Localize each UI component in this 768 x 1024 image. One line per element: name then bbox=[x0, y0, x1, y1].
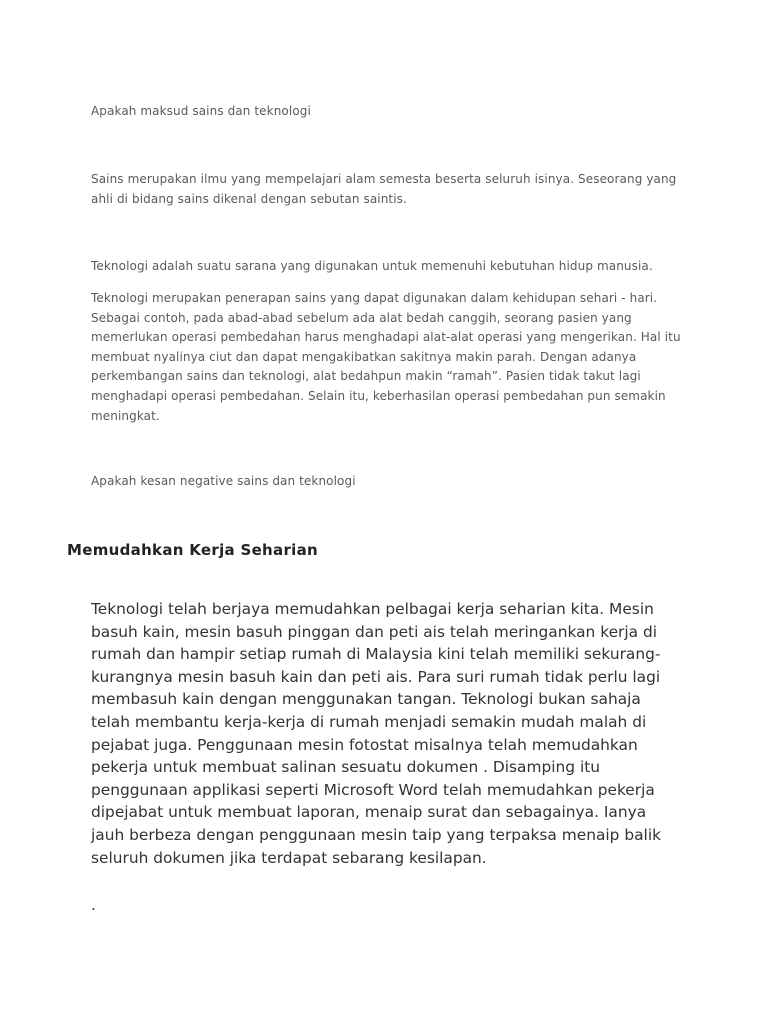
text-line: seluruh dokumen jika terdapat sebarang kesilapan. bbox=[91, 848, 487, 867]
text-line: membasuh kain dengan menggunakan tangan. Teknologi bukan sahaja bbox=[91, 690, 641, 709]
text-line: dipejabat untuk membuat laporan, menaip surat dan sebagainya. Ianya bbox=[91, 803, 647, 822]
text-line: menghadapi operasi pembedahan. Selain itu, keberhasilan operasi pembedahan pun semakin bbox=[91, 388, 666, 403]
paragraph-main bbox=[91, 598, 711, 869]
text-line: telah membantu kerja-kerja di rumah menjadi semakin mudah malah di bbox=[91, 712, 647, 731]
question-title-meaning: Apakah maksud sains dan teknologi bbox=[91, 104, 311, 118]
paragraph-sains bbox=[91, 170, 681, 209]
question-title-negative: Apakah kesan negative sains dan teknologi bbox=[91, 474, 356, 488]
section-heading: Memudahkan Kerja Seharian bbox=[67, 541, 318, 559]
text-line: pejabat juga. Penggunaan mesin fotostat misalnya telah memudahkan bbox=[91, 735, 638, 754]
text-line: jauh berbeza dengan penggunaan mesin taip yang terpaksa menaip balik bbox=[91, 825, 662, 844]
text-line: Teknologi telah berjaya memudahkan pelbagai kerja seharian kita. Mesin bbox=[91, 600, 654, 618]
text-line: memerlukan operasi pembedahan harus menghadapi alat-alat operasi yang mengerikan. Hal itu bbox=[91, 330, 681, 345]
text-line: penggunaan applikasi seperti Microsoft Word telah memudahkan pekerja bbox=[91, 780, 655, 799]
text-line: kurangnya mesin basuh kain dan peti ais. Para suri rumah tidak perlu lagi bbox=[91, 667, 661, 686]
text-line: Sebagai contoh, pada abad-abad sebelum ada alat bedah canggih, seorang pasien yang bbox=[91, 310, 632, 325]
paragraph-teknologi-definition: Teknologi adalah suatu sarana yang digunakan untuk memenuhi kebutuhan hidup manusia. bbox=[91, 259, 653, 273]
text-line: basuh kain, mesin basuh pinggan dan peti ais telah meringankan kerja di bbox=[91, 622, 658, 641]
text-line: ahli di bidang sains dikenal dengan sebutan saintis. bbox=[91, 191, 407, 206]
paragraph-teknologi-application bbox=[91, 289, 681, 426]
trailing-period: . bbox=[91, 896, 96, 914]
text-line: perkembangan sains dan teknologi, alat bedahpun makin “ramah”. Pasien tidak takut lagi bbox=[91, 369, 641, 384]
text-line: pekerja untuk membuat salinan sesuatu dokumen . Disamping itu bbox=[91, 758, 601, 777]
text-line: membuat nyalinya ciut dan dapat mengakibatkan sakitnya makin parah. Dengan adanya bbox=[91, 349, 637, 364]
text-line: rumah dan hampir setiap rumah di Malaysia kini telah memiliki sekurang- bbox=[91, 645, 661, 664]
text-line: Sains merupakan ilmu yang mempelajari alam semesta beserta seluruh isinya. Seseorang yang bbox=[91, 172, 677, 186]
text-line: Teknologi merupakan penerapan sains yang dapat digunakan dalam kehidupan sehari - hari. bbox=[91, 291, 658, 305]
text-line: meningkat. bbox=[91, 408, 160, 423]
